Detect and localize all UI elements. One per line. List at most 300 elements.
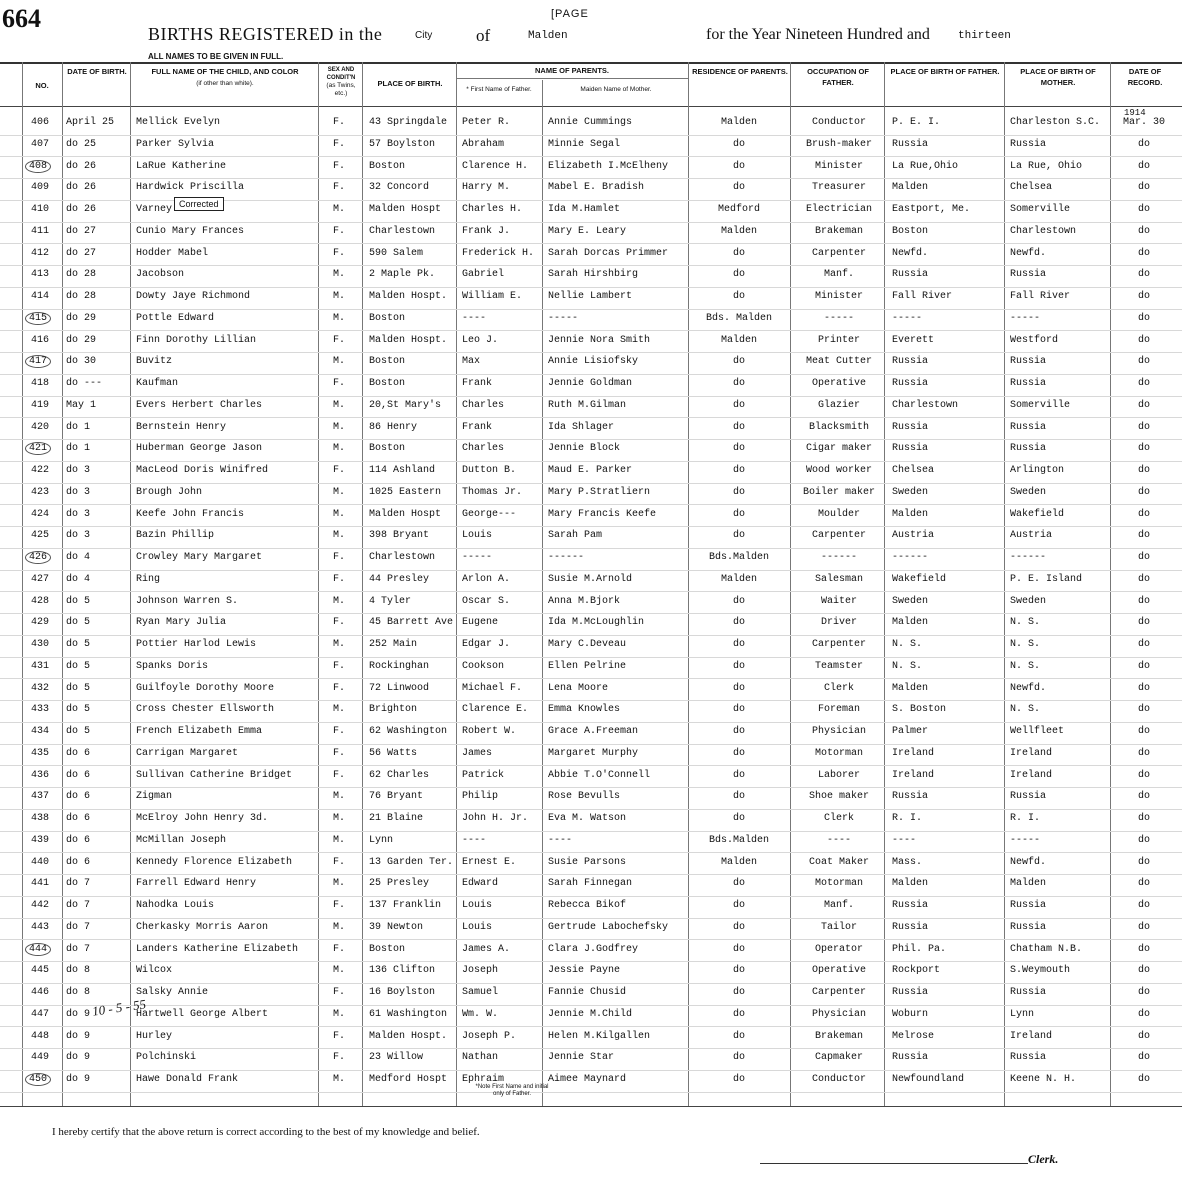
birth-date-text: do 27: [66, 225, 97, 237]
birth-place: [369, 509, 441, 521]
child-sex-text: M.: [332, 421, 345, 433]
birth-place: [369, 944, 405, 956]
mother-maiden-name: [548, 987, 626, 999]
entry-number-text: 424: [30, 508, 49, 520]
table-row: [0, 418, 1182, 441]
birth-place: [369, 617, 453, 629]
birth-date-text: do 26: [66, 182, 97, 194]
father-occupation-text: Operator: [814, 943, 863, 955]
table-row: [0, 526, 1182, 549]
birth-place-text: 43 Springdale: [369, 117, 448, 128]
table-row: [0, 548, 1182, 571]
child-sex-text: M.: [332, 204, 345, 215]
father-occupation-text: Carpenter: [811, 639, 866, 650]
birth-date: [66, 574, 130, 586]
mother-birthplace: [1010, 400, 1070, 412]
father-name: [462, 857, 516, 869]
father-name-text: Robert W.: [462, 726, 517, 737]
mother-birthplace: [1010, 1009, 1034, 1021]
child-sex-text: M.: [332, 878, 345, 890]
child-name: [136, 1009, 268, 1021]
parents-residence-text: do: [732, 421, 745, 433]
father-birthplace: [892, 117, 940, 129]
parents-residence-text: Malden: [720, 225, 757, 237]
birth-date: [66, 161, 130, 173]
father-name: [462, 226, 510, 238]
child-sex: [322, 161, 356, 173]
birth-place: [369, 791, 423, 803]
birth-date-text: do 3: [66, 530, 91, 542]
entry-number-text: 413: [30, 269, 49, 281]
entry-number-text: 432: [30, 682, 49, 694]
parents-residence-text: do: [732, 921, 745, 933]
father-birthplace: [892, 226, 928, 238]
father-birthplace: [892, 182, 928, 194]
father-name-text: Gabriel: [462, 269, 505, 281]
entry-number: [24, 857, 56, 869]
child-sex-text: F.: [332, 660, 345, 672]
col-header-record: DATE OF RECORD.: [1127, 67, 1163, 87]
record-date-text: do: [1137, 443, 1150, 455]
parents-residence-text: do: [732, 987, 745, 998]
child-sex: [322, 617, 356, 629]
birth-date: [66, 965, 130, 977]
birth-place: [369, 704, 417, 716]
child-name: [136, 748, 238, 760]
parents-residence-text: do: [732, 595, 745, 607]
child-name-text: Carrigan Margaret: [136, 747, 239, 759]
parents-residence: [694, 378, 784, 390]
mother-birthplace-text: Sweden: [1010, 595, 1047, 607]
birth-place-text: Malden Hospt.: [369, 1030, 448, 1042]
mother-birthplace-text: Newfd.: [1010, 856, 1047, 868]
birth-date-text: do 25: [66, 138, 97, 150]
mother-maiden-name: [548, 617, 644, 629]
mother-maiden-name: [548, 182, 644, 194]
father-occupation-text: Clerk: [823, 682, 854, 694]
mother-maiden-name-text: Maud E. Parker: [548, 465, 633, 476]
mother-birthplace: [1010, 835, 1040, 847]
birth-date: [66, 1074, 130, 1086]
record-date-text: Mar. 30: [1122, 117, 1165, 128]
record-date: [1116, 182, 1172, 194]
father-name-text: Cookson: [462, 660, 505, 672]
father-occupation: [796, 878, 882, 890]
record-date-text: do: [1137, 573, 1150, 585]
father-birthplace-text: Russia: [892, 791, 929, 803]
entry-number-text: 447: [30, 1008, 49, 1020]
parents-residence: [694, 313, 784, 325]
record-date-text: do: [1137, 334, 1150, 346]
mother-maiden-name-text: Minnie Segal: [548, 138, 621, 150]
birth-place-text: 21 Blaine: [369, 813, 424, 824]
father-name-text: James: [462, 747, 493, 759]
father-name-text: Patrick: [462, 769, 505, 781]
child-sex-text: M.: [332, 834, 345, 846]
entry-number: [24, 139, 56, 151]
mother-maiden-name-text: Margaret Murphy: [548, 747, 639, 759]
child-name: [136, 1074, 238, 1086]
parents-residence-text: Bds.Malden: [708, 552, 769, 563]
child-sex: [322, 596, 356, 608]
father-occupation-text: Cigar maker: [805, 443, 872, 455]
birth-date-text: do 7: [66, 921, 91, 933]
birth-date-text: do 30: [66, 356, 97, 368]
record-date: [1116, 1009, 1172, 1021]
record-date: [1116, 378, 1172, 390]
birth-date: [66, 661, 130, 673]
father-name: [462, 443, 504, 455]
birth-date-text: do 1: [66, 443, 91, 455]
father-occupation-text: Wood worker: [805, 465, 872, 476]
mother-maiden-name: [548, 813, 626, 825]
father-occupation-text: Motorman: [814, 878, 863, 890]
parents-residence-text: do: [732, 138, 745, 150]
parents-residence-text: do: [732, 247, 745, 259]
child-sex: [322, 574, 356, 586]
mother-maiden-name: [548, 291, 632, 303]
father-birthplace-text: N. S.: [892, 660, 923, 672]
table-row: [0, 1005, 1182, 1028]
birth-place: [369, 182, 429, 194]
child-sex: [322, 1009, 356, 1021]
father-name-text: Edward: [462, 878, 499, 890]
table-row: [0, 1048, 1182, 1071]
father-birthplace: [892, 987, 928, 999]
record-date: [1116, 922, 1172, 934]
father-birthplace: [892, 748, 934, 760]
mother-birthplace-text: Newfd.: [1010, 247, 1047, 259]
father-birthplace: [892, 248, 928, 260]
table-row: [0, 831, 1182, 854]
father-name-text: Nathan: [462, 1052, 499, 1064]
birth-date: [66, 487, 130, 499]
father-occupation: [796, 509, 882, 521]
birth-place: [369, 639, 417, 651]
father-name-text: Frank: [462, 421, 493, 433]
birth-date: [66, 226, 130, 238]
child-name: [136, 922, 268, 934]
register-subtitle: ALL NAMES TO BE GIVEN IN FULL.: [148, 52, 284, 61]
entry-number-text: 410: [30, 204, 49, 215]
child-name-text: Landers Katherine Elizabeth: [136, 943, 299, 955]
father-occupation-text: Blacksmith: [808, 421, 869, 433]
child-name-text: Kennedy Florence Elizabeth: [136, 856, 293, 868]
child-name-text: Bernstein Henry: [136, 421, 227, 433]
parents-residence-text: do: [732, 508, 745, 520]
birth-date-text: do 9: [66, 1008, 91, 1020]
mother-birthplace: [1010, 987, 1046, 999]
father-name: [462, 596, 510, 608]
table-row: [0, 657, 1182, 680]
child-sex-text: F.: [332, 465, 345, 476]
child-sex-text: M.: [332, 291, 345, 302]
child-sex: [322, 356, 356, 368]
birth-date: [66, 509, 130, 521]
birth-date-text: do 8: [66, 965, 91, 977]
parents-residence-text: do: [732, 682, 745, 694]
birth-place: [369, 335, 447, 347]
signature-line: [760, 1163, 1028, 1164]
mother-maiden-name-text: Mary Francis Keefe: [548, 508, 657, 520]
record-date: [1116, 400, 1172, 412]
mother-birthplace-text: Russia: [1010, 378, 1047, 389]
parents-residence-text: Malden: [720, 573, 757, 585]
child-sex: [322, 900, 356, 912]
birth-date: [66, 596, 130, 608]
entry-number: [24, 748, 56, 760]
birth-place: [369, 878, 429, 890]
birth-date-text: do 5: [66, 660, 91, 672]
mother-birthplace: [1010, 1031, 1052, 1043]
mother-birthplace-text: Malden: [1010, 878, 1047, 890]
father-birthplace: [892, 726, 928, 738]
father-occupation-text: Carpenter: [811, 247, 866, 259]
child-name-text: Finn Dorothy Lillian: [136, 334, 257, 346]
father-name: [462, 291, 522, 303]
mother-maiden-name-text: Ida Shlager: [548, 421, 615, 433]
birth-place-text: 39 Newton: [369, 921, 424, 933]
father-birthplace-text: Austria: [892, 530, 935, 542]
father-occupation-text: Carpenter: [811, 530, 866, 542]
child-name: [136, 617, 226, 629]
entry-number: [24, 465, 56, 477]
birth-place-text: 252 Main: [369, 639, 418, 650]
col-header-mother: Maiden Name of Mother.: [580, 86, 652, 93]
mother-maiden-name: [548, 639, 626, 651]
mother-maiden-name: [548, 1031, 650, 1043]
child-name: [136, 770, 292, 782]
parents-residence: [694, 422, 784, 434]
father-name: [462, 726, 516, 738]
birth-place-text: 398 Bryant: [369, 530, 430, 542]
birth-date-text: do 3: [66, 486, 91, 498]
father-birthplace-text: Woburn: [892, 1008, 929, 1020]
birth-place: [369, 1009, 447, 1021]
parents-residence: [694, 335, 784, 347]
child-name-text: McElroy John Henry 3d.: [136, 813, 269, 824]
child-sex: [322, 443, 356, 455]
table-row: [0, 635, 1182, 658]
birth-date-text: do 3: [66, 508, 91, 520]
table-row: [0, 113, 1182, 136]
record-date-text: do: [1137, 834, 1150, 846]
child-name-text: Cherkasky Morris Aaron: [136, 921, 269, 933]
birth-date-text: do 6: [66, 813, 91, 824]
handwritten-date: 10 - 5 - 55: [91, 996, 147, 1019]
entry-number: [24, 161, 56, 173]
birth-place-text: 61 Washington: [369, 1008, 448, 1020]
parents-residence-text: do: [732, 747, 745, 759]
father-occupation-text: Operative: [811, 378, 866, 389]
parents-residence-text: do: [732, 399, 745, 411]
child-sex-text: F.: [332, 617, 345, 629]
child-name: [136, 182, 244, 194]
father-name: [462, 422, 492, 434]
child-name-text: Dowty Jaye Richmond: [136, 291, 251, 302]
birth-place-text: Charlestown: [369, 552, 436, 563]
child-sex: [322, 139, 356, 151]
child-name: [136, 878, 256, 890]
mother-birthplace: [1010, 204, 1070, 216]
col-header-sex: [320, 66, 362, 98]
mother-maiden-name-text: -----: [548, 312, 579, 324]
entry-number-text: 427: [30, 573, 49, 585]
entry-number: [24, 248, 56, 260]
child-name-text: Parker Sylvia: [136, 138, 215, 150]
parents-residence-text: do: [732, 704, 745, 716]
mother-birthplace-text: Charleston S.C.: [1010, 117, 1101, 128]
birth-date: [66, 117, 130, 129]
father-occupation-text: Foreman: [817, 704, 860, 716]
father-name-text: George---: [462, 508, 517, 520]
child-sex-text: F.: [332, 726, 345, 737]
birth-date-text: do 7: [66, 878, 91, 890]
father-occupation: [796, 313, 882, 325]
mother-maiden-name-text: Emma Knowles: [548, 704, 621, 716]
father-name: [462, 248, 534, 260]
mother-maiden-name: [548, 1074, 626, 1086]
record-date: [1116, 226, 1172, 238]
father-occupation-text: Conductor: [811, 1074, 866, 1085]
birth-date-text: do 5: [66, 617, 91, 629]
father-occupation-text: Boiler maker: [802, 486, 875, 498]
mother-birthplace: [1010, 639, 1040, 651]
birth-place: [369, 117, 447, 129]
birth-place: [369, 487, 441, 499]
father-birthplace-text: Newfoundland: [892, 1074, 965, 1085]
mother-birthplace: [1010, 248, 1046, 260]
mother-birthplace-text: Sweden: [1010, 486, 1047, 498]
child-sex: [322, 748, 356, 760]
record-date: [1116, 443, 1172, 455]
father-birthplace-text: Russia: [892, 900, 929, 911]
father-birthplace-text: ------: [892, 552, 929, 563]
mother-birthplace: [1010, 487, 1046, 499]
father-name-text: Dutton B.: [462, 465, 517, 476]
father-name-text: Joseph: [462, 965, 499, 977]
col-header-occupation: OCCUPATION OF FATHER.: [807, 67, 869, 87]
father-occupation-text: Shoe maker: [808, 791, 869, 803]
entry-number: [24, 661, 56, 673]
birth-place-text: Malden Hospt: [369, 204, 442, 215]
mother-maiden-name-text: Jennie Nora Smith: [548, 334, 651, 346]
child-name-text: Cross Chester Ellsworth: [136, 704, 275, 716]
child-name: [136, 422, 226, 434]
child-sex-text: F.: [332, 747, 345, 759]
mother-maiden-name: [548, 596, 620, 608]
entry-number-text: 443: [30, 921, 49, 933]
parents-residence: [694, 400, 784, 412]
father-name: [462, 813, 528, 825]
corrected-stamp: Corrected: [174, 197, 224, 211]
mother-maiden-name-text: Mabel E. Bradish: [548, 182, 645, 194]
mother-birthplace-text: Fall River: [1010, 291, 1071, 302]
child-sex: [322, 683, 356, 695]
father-birthplace: [892, 661, 922, 673]
entry-number-text: 416: [30, 334, 49, 346]
father-birthplace: [892, 574, 946, 586]
father-occupation: [796, 726, 882, 738]
father-name-text: Eugene: [462, 617, 499, 629]
child-name: [136, 639, 256, 651]
mother-birthplace-text: N. S.: [1010, 639, 1041, 650]
record-date-text: do: [1137, 639, 1150, 650]
record-date: [1116, 487, 1172, 499]
father-occupation: [796, 813, 882, 825]
birth-place-text: 590 Salem: [369, 247, 424, 259]
birth-date-text: do 9: [66, 1030, 91, 1042]
table-row: [0, 613, 1182, 636]
parents-residence-text: do: [732, 813, 745, 824]
entry-number: [24, 182, 56, 194]
birth-date: [66, 748, 130, 760]
father-name: [462, 204, 522, 216]
table-row: [0, 570, 1182, 593]
record-date-text: do: [1137, 617, 1150, 629]
child-sex-text: M.: [332, 356, 345, 368]
parents-residence: [694, 291, 784, 303]
child-sex-text: M.: [332, 399, 345, 411]
father-birthplace-text: Sweden: [892, 486, 929, 498]
birth-date: [66, 878, 130, 890]
father-occupation-text: Minister: [814, 160, 863, 172]
child-name: [136, 509, 244, 521]
mother-birthplace-text: Russia: [1010, 421, 1047, 433]
birth-date-text: do 26: [66, 204, 97, 215]
entry-number: [24, 509, 56, 521]
father-occupation-text: Laborer: [817, 769, 860, 781]
mother-maiden-name: [548, 922, 668, 934]
child-name: [136, 161, 226, 173]
child-name: [136, 965, 172, 977]
mother-birthplace-text: Russia: [1010, 900, 1047, 911]
father-occupation: [796, 922, 882, 934]
col-header-place: PLACE OF BIRTH.: [377, 79, 443, 88]
table-row: [0, 853, 1182, 876]
col-header-residence: RESIDENCE OF PARENTS.: [692, 67, 788, 76]
mother-birthplace: [1010, 161, 1082, 173]
mother-birthplace-text: Russia: [1010, 356, 1047, 368]
birth-place: [369, 269, 435, 281]
record-date: [1116, 117, 1172, 129]
birth-date: [66, 813, 130, 825]
father-birthplace: [892, 857, 922, 869]
record-date-text: do: [1137, 247, 1150, 259]
child-name-text: French Elizabeth Emma: [136, 726, 263, 737]
father-birthplace: [892, 922, 928, 934]
child-name: [136, 791, 172, 803]
table-row: [0, 1070, 1182, 1093]
birth-place-text: 1025 Eastern: [369, 486, 442, 498]
footer-rule: [0, 1106, 1182, 1107]
parents-residence-text: do: [732, 791, 745, 803]
father-occupation-text: Brakeman: [814, 1030, 863, 1042]
father-name-text: Samuel: [462, 987, 499, 998]
birth-place-text: Medford Hospt: [369, 1074, 448, 1085]
entry-number: [24, 791, 56, 803]
father-occupation-text: Brush-maker: [805, 138, 872, 150]
child-name: [136, 248, 208, 260]
child-name-text: Nahodka Louis: [136, 900, 215, 911]
child-sex: [322, 965, 356, 977]
birth-date: [66, 356, 130, 368]
father-birthplace-text: Charlestown: [892, 399, 959, 411]
birth-place: [369, 530, 429, 542]
child-name-text: Keefe John Francis: [136, 508, 245, 520]
child-name: [136, 596, 238, 608]
mother-birthplace-text: Ireland: [1010, 1030, 1053, 1042]
